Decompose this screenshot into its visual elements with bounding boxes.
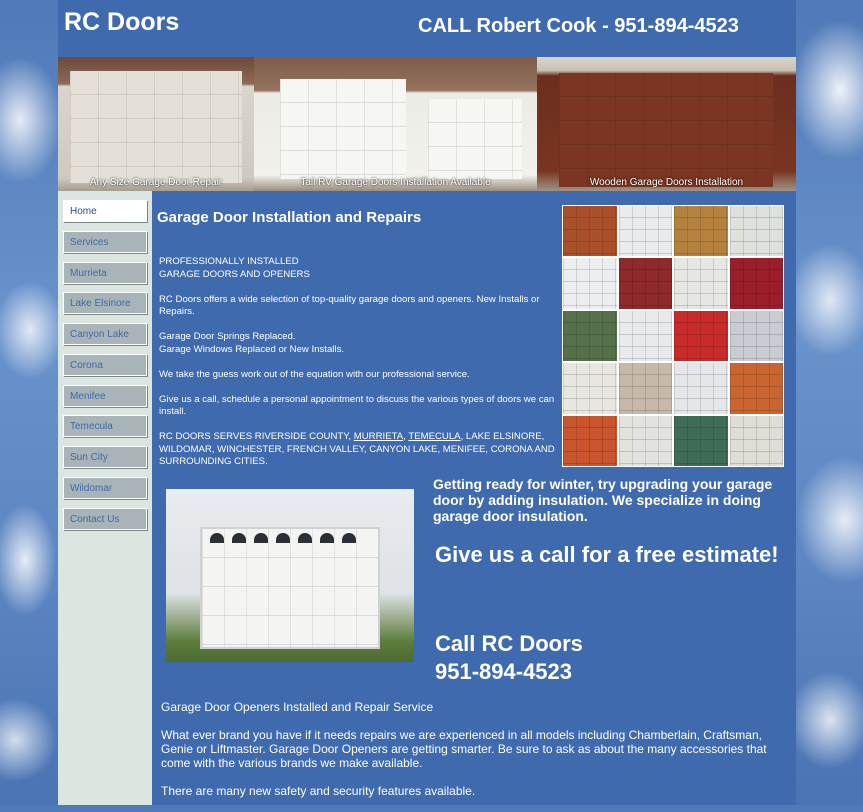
murrieta-link[interactable]: MURRIETA [353, 431, 404, 442]
nav-item-menifee[interactable]: Menifee [63, 385, 147, 407]
door-style-tile [730, 311, 784, 361]
door-style-tile [730, 206, 784, 256]
separator: , [403, 431, 409, 442]
openers-safety: There are many new safety and security features available. [161, 784, 476, 798]
service-area-text: , LAKE ELSINORE, WILDOMAR, WINCHESTER, FRENCH VALLEY, CANYON LAKE, MENIFEE, CORONA AND SURROUNDING CITIES. [159, 431, 555, 467]
service-line: Garage Door Springs Replaced. [159, 331, 296, 342]
intro-heading [159, 256, 555, 281]
header-banner [58, 57, 796, 191]
banner-caption: Tall RV Garage Doors Installation Available [300, 177, 491, 188]
garage-door-image [200, 527, 380, 649]
door-style-tile [674, 363, 728, 413]
garage-door-image [428, 99, 522, 179]
temecula-link[interactable]: TEMECULA [408, 431, 461, 442]
door-style-tile [619, 206, 673, 256]
service-area-text: RC DOORS SERVES RIVERSIDE COUNTY, [159, 431, 354, 442]
banner-caption: Any Size Garage Door Repair [89, 177, 223, 188]
door-style-tile [619, 416, 673, 466]
door-style-tile [563, 416, 617, 466]
heading-line: PROFESSIONALLY INSTALLED [159, 256, 299, 267]
nav-item-services[interactable]: Services [63, 231, 147, 253]
door-style-tile [674, 258, 728, 308]
page-container [58, 0, 796, 805]
door-style-tile [563, 311, 617, 361]
nav-item-temecula[interactable]: Temecula [63, 415, 147, 437]
nav-item-wildomar[interactable]: Wildomar [63, 477, 147, 499]
door-styles-grid [562, 205, 784, 467]
openers-section [161, 700, 781, 812]
door-style-tile [619, 363, 673, 413]
site-header [58, 0, 796, 57]
garage-door-image [559, 73, 773, 187]
intro-paragraph: RC Doors offers a wide selection of top-quality garage doors and openers. New Installs or Repairs. [159, 293, 540, 317]
call-phone-banner: CALL Robert Cook - 951-894-4523 [418, 15, 739, 37]
door-window [232, 533, 246, 543]
intro-text [159, 256, 555, 481]
door-style-tile [730, 258, 784, 308]
door-style-tile [674, 416, 728, 466]
nav-item-home[interactable]: Home [63, 200, 147, 222]
call-phone[interactable]: 951-894-4523 [435, 659, 573, 684]
door-style-tile [619, 258, 673, 308]
door-style-tile [563, 363, 617, 413]
door-style-tile [674, 206, 728, 256]
banner-caption: Wooden Garage Doors Installation [589, 177, 744, 188]
site-title[interactable]: RC Doors [64, 8, 180, 36]
nav-item-contact-us[interactable]: Contact Us [63, 508, 147, 530]
free-estimate-promo: Give us a call for a free estimate! [435, 542, 779, 567]
banner-photo-repair [58, 57, 254, 191]
nav-item-corona[interactable]: Corona [63, 354, 147, 376]
openers-body: What ever brand you have if it needs repairs we are experienced in all models including Chamberlain, Craftsman, Genie or Liftmaster. Garage Door Openers are getting smarter. Be sure to ask as about the many accessories that come with the various brands we make available. [161, 728, 767, 770]
door-style-tile [619, 311, 673, 361]
nav-item-lake-elsinore[interactable]: Lake Elsinore [63, 292, 147, 314]
door-window [254, 533, 268, 543]
sidebar-nav [58, 191, 152, 805]
nav-item-canyon-lake[interactable]: Canyon Lake [63, 323, 147, 345]
intro-paragraph: We take the guess work out of the equation with our professional service. [159, 368, 470, 380]
banner-photo-rv [254, 57, 537, 191]
door-window [320, 533, 334, 543]
call-promo [435, 630, 583, 686]
call-name: Call RC Doors [435, 631, 583, 656]
insulation-promo: Getting ready for winter, try upgrading your garage door by adding insulation. We specialize in doing garage door insulation. [433, 476, 773, 524]
service-area-paragraph [159, 431, 555, 469]
intro-paragraph: Give us a call, schedule a personal appointment to discuss the various types of doors we can install. [159, 393, 555, 417]
door-style-tile [563, 206, 617, 256]
nav-item-sun-city[interactable]: Sun City [63, 446, 147, 468]
intro-paragraph [159, 331, 555, 356]
door-window [342, 533, 356, 543]
garage-door-image [280, 79, 406, 179]
door-window [210, 533, 224, 543]
door-style-tile [730, 363, 784, 413]
heading-line: GARAGE DOORS AND OPENERS [159, 268, 310, 280]
openers-title: Garage Door Openers Installed and Repair Service [161, 700, 434, 714]
door-style-tile [563, 258, 617, 308]
door-style-tile [730, 416, 784, 466]
page-title: Garage Door Installation and Repairs [157, 209, 422, 226]
service-line: Garage Windows Replaced or New Installs. [159, 343, 345, 355]
door-style-tile [674, 311, 728, 361]
insulated-garage-door-photo [166, 489, 414, 662]
nav-item-murrieta[interactable]: Murrieta [63, 262, 147, 284]
garage-door-image [70, 71, 242, 183]
door-window [276, 533, 290, 543]
banner-photo-wooden [537, 57, 796, 191]
door-window [298, 533, 312, 543]
